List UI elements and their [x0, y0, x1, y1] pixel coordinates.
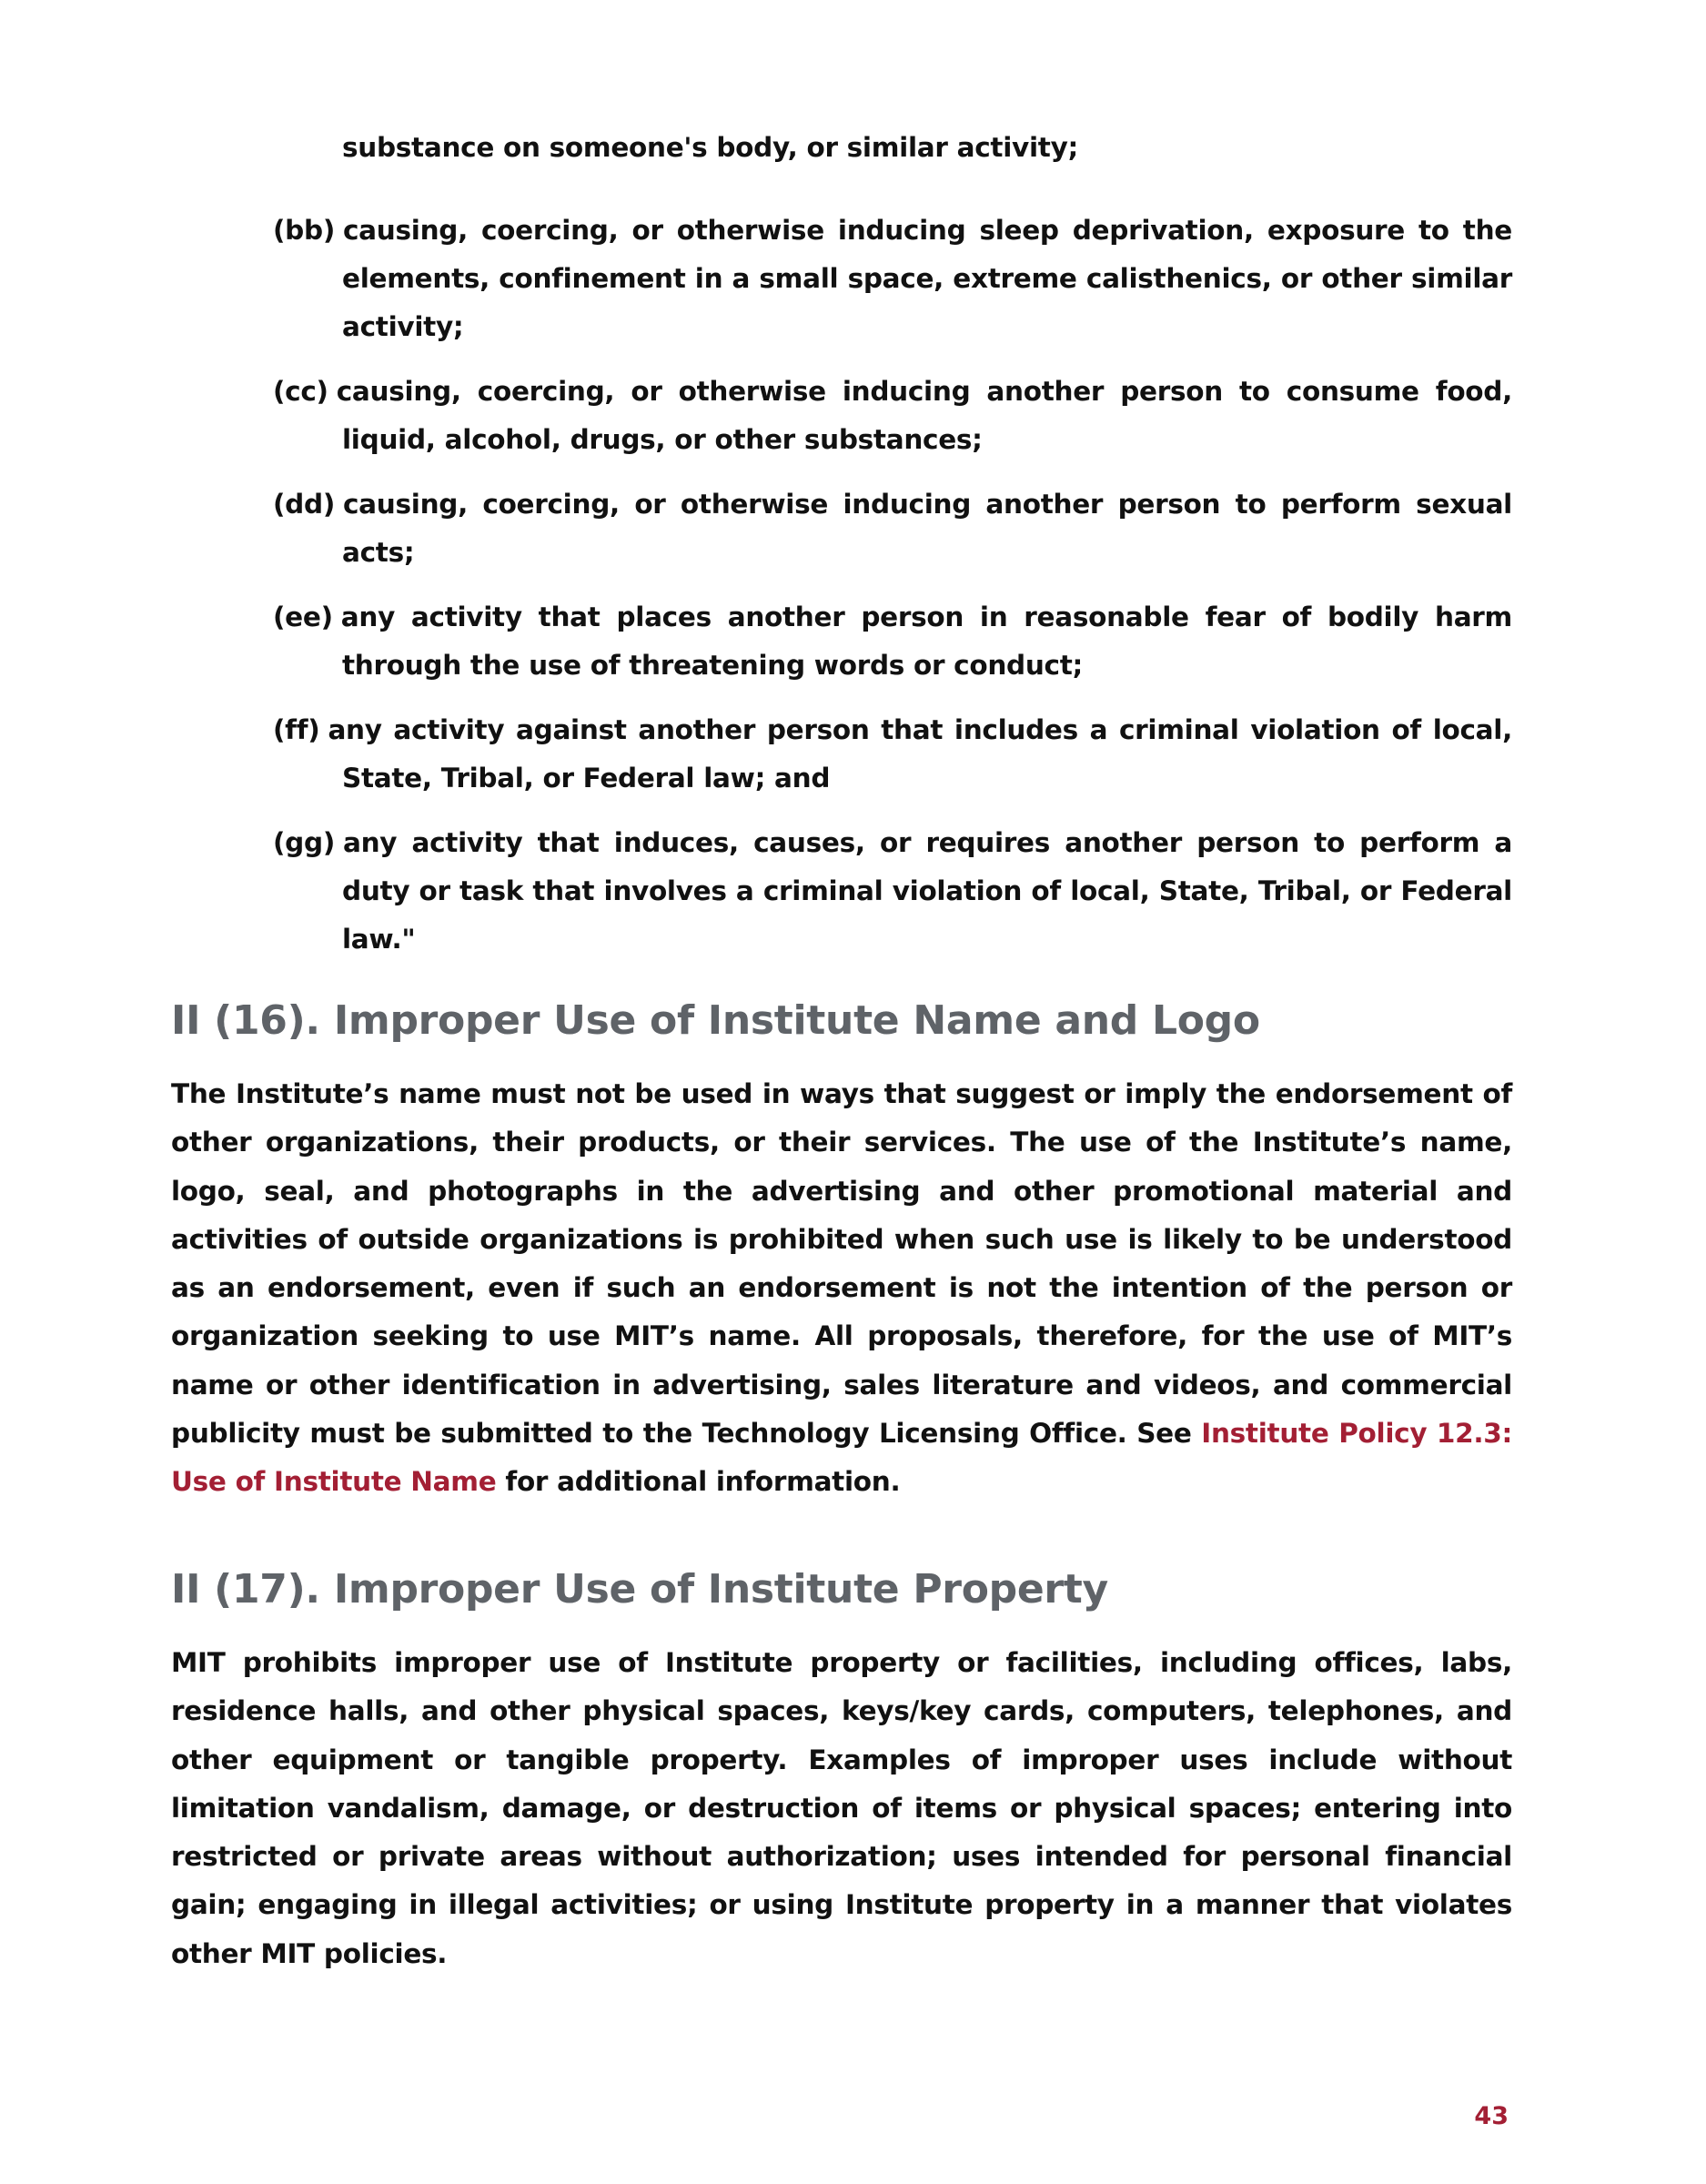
list-item-bb [273, 207, 1512, 351]
section-body [171, 1070, 1512, 1507]
list-item-text: any activity that places another person in reasonable fear of bodily harm through the use of threatening words or conduct; [340, 602, 1512, 681]
section-improper-use-name-logo [171, 996, 1512, 1507]
section-heading: II (16). Improper Use of Institute Name and Logo [171, 997, 1260, 1044]
institute-policy-link[interactable]: Institute Policy 12.3: Use of Institute Name [171, 1418, 1512, 1498]
list-item-label: (ff) [273, 714, 320, 745]
section-body: MIT prohibits improper use of Institute property or facilities, including offices, labs, residence halls, and other physical spaces, keys/key cards, computers, telephones, and other equipment or tangible property. Examples of improper uses include without limitation vandalism, damage, or destruction of items or physical spaces; entering into restricted or private areas without authorization; uses intended for personal financial gain; engaging in illegal activities; or using Institute property in a manner that violates other MIT policies. [171, 1647, 1512, 1969]
section-body-text-end: for additional information. [496, 1466, 901, 1498]
list-item-text: any activity that induces, causes, or requires another person to perform a duty or task that involves a criminal violation of local, State, Tribal, or Federal law." [342, 827, 1512, 955]
list-item-label: (cc) [273, 376, 328, 407]
list-item-text: causing, coercing, or otherwise inducing another person to consume food, liquid, alcohol, drugs, or other substances; [336, 376, 1512, 455]
list-continuation-text: substance on someone's body, or similar activity; [342, 132, 1078, 163]
list-item-cc [273, 368, 1512, 464]
list-item-label: (bb) [273, 215, 335, 246]
list-item-dd [273, 480, 1512, 577]
list-item-ff [273, 706, 1512, 803]
list-item-ee [273, 593, 1512, 690]
list-item-gg [273, 819, 1512, 964]
page-number: 43 [1474, 2102, 1509, 2130]
section-body-text: The Institute’s name must not be used in ways that suggest or imply the endorsement of other organizations, their products, or their services. The use of the Institute’s name, logo, seal, and photographs in the advertising and other promotional material and activities of outside organizations is prohibited when such use is likely to be understood as an endorsement, even if such an endorsement is not the intention of the person or organization seeking to use MIT’s name. All proposals, therefore, for the use of MIT’s name or other identification in advertising, sales literature and videos, and commercial publicity must be submitted to the Technology Licensing Office. See [171, 1078, 1512, 1450]
list-item-label: (ee) [273, 602, 333, 632]
list-item-label: (gg) [273, 827, 335, 858]
section-heading: II (17). Improper Use of Institute Property [171, 1566, 1108, 1613]
list-item-text: any activity against another person that includes a criminal violation of local, State, Tribal, or Federal law; and [328, 714, 1512, 794]
hazing-definition-list [273, 124, 1512, 980]
list-item-text: causing, coercing, or otherwise inducing another person to perform sexual acts; [342, 489, 1512, 568]
list-item-text: causing, coercing, or otherwise inducing sleep deprivation, exposure to the elements, confinement in a small space, extreme calisthenics, or other similar activity; [342, 215, 1512, 342]
section-improper-use-property [171, 1564, 1512, 1978]
list-item-label: (dd) [273, 489, 335, 520]
